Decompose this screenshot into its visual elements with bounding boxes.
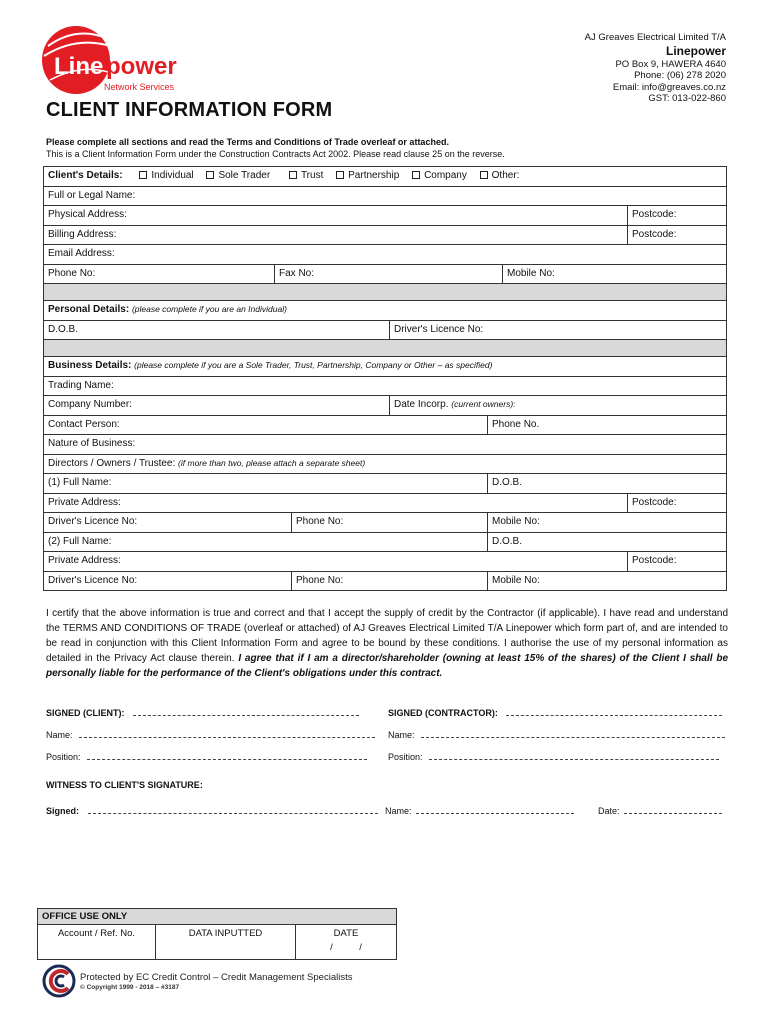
email-row	[44, 245, 727, 265]
account-ref-cell[interactable]	[38, 925, 156, 959]
company-address: PO Box 9, HAWERA 4640	[615, 58, 726, 70]
ec-credit-footer	[42, 962, 402, 1002]
date-incorp-note: (current owners):	[451, 399, 516, 409]
footer-copyright: © Copyright 1999 - 2018 – #3187	[80, 984, 180, 991]
personal-details-label: Personal Details:	[48, 304, 130, 315]
witness-label: WITNESS TO CLIENT'S SIGNATURE:	[46, 780, 203, 790]
company-email: Email: info@greaves.co.nz	[612, 81, 726, 93]
contact-phone-field[interactable]: Phone No.	[488, 416, 727, 435]
witness-date-line[interactable]	[624, 805, 722, 814]
client-position-line[interactable]	[87, 751, 367, 760]
director-1-mobile-field[interactable]: Mobile No:	[488, 513, 727, 532]
certification-body: I certify that the above information is true and correct and that I accept the supply of credit by the Contractor (if applicable). I have read and understand the TERMS AND CONDITIONS OF TRADE (overleaf or attached) of AJ Greaves Electrical Limited T/A Linepower which form part of, and are intended to be read in conjunction with this Client Information Form and agree to be bound by these conditions. I authorise the use of my personal information as detailed in the Privacy Act clause therein.	[46, 608, 728, 664]
client-name-label: Name:	[46, 730, 73, 740]
footer-protected-text: Protected by EC Credit Control – Credit Management Specialists	[80, 972, 353, 983]
individual-label: Individual	[151, 170, 194, 181]
date-cell[interactable]	[296, 925, 396, 959]
trading-name-row	[44, 377, 727, 397]
billing-address-field[interactable]: Billing Address:	[44, 226, 628, 245]
partnership-checkbox[interactable]	[336, 171, 344, 179]
linepower-logo	[40, 24, 215, 96]
director-2-name-field[interactable]: (2) Full Name:	[44, 533, 488, 552]
fax-field[interactable]: Fax No:	[275, 265, 503, 284]
director-2-phone-field[interactable]: Phone No:	[292, 572, 488, 591]
other-label: Other:	[491, 170, 520, 181]
contact-person-row	[44, 416, 727, 436]
contact-person-field[interactable]: Contact Person:	[44, 416, 488, 435]
physical-address-field[interactable]: Physical Address:	[44, 206, 628, 225]
personal-dob-row	[44, 321, 727, 341]
logo-text-power: power	[106, 53, 177, 80]
director-1-address-row	[44, 494, 727, 514]
date-slashes: / /	[330, 942, 362, 953]
director-2-mobile-field[interactable]: Mobile No:	[488, 572, 727, 591]
director-1-address-field[interactable]: Private Address:	[44, 494, 628, 513]
business-details-label: Business Details:	[48, 360, 132, 371]
physical-postcode-field[interactable]: Postcode:	[628, 206, 727, 225]
company-details	[585, 32, 726, 105]
director-1-postcode-field[interactable]: Postcode:	[628, 494, 727, 513]
shaded-spacer	[44, 284, 727, 301]
client-name-line[interactable]	[79, 729, 375, 738]
company-phone: Phone: (06) 278 2020	[634, 70, 726, 81]
witness-name-line[interactable]	[416, 805, 574, 814]
date-incorp-label: Date Incorp.	[394, 399, 449, 410]
nature-of-business-row	[44, 435, 727, 455]
contractor-name[interactable]	[388, 729, 725, 740]
billing-postcode-field[interactable]: Postcode:	[628, 226, 727, 245]
office-use-box	[37, 908, 397, 960]
data-inputted-label: DATA INPUTTED	[188, 928, 263, 939]
personal-details-note: (please complete if you are an Individual)	[131, 304, 287, 314]
trust-label: Trust	[300, 170, 324, 181]
ec-credit-logo-icon	[42, 964, 76, 998]
witness-date-label: Date:	[598, 806, 620, 816]
director-2-postcode-field[interactable]: Postcode:	[628, 552, 727, 571]
witness-name-label: Name:	[385, 806, 412, 816]
director-1-licence-row	[44, 513, 727, 533]
billing-address-row	[44, 226, 727, 246]
personal-licence-field[interactable]: Driver's Licence No:	[390, 321, 727, 340]
director-2-licence-row	[44, 572, 727, 592]
phone-field[interactable]: Phone No:	[44, 265, 275, 284]
business-details-note: (please complete if you are a Sole Trader, Trust, Partnership, Company or Other – as specified)	[134, 360, 493, 370]
mobile-field[interactable]: Mobile No:	[503, 265, 727, 284]
company-checkbox[interactable]	[412, 171, 420, 179]
director-1-dob-field[interactable]: D.O.B.	[488, 474, 727, 493]
page-title: CLIENT INFORMATION FORM	[46, 99, 333, 121]
certification-liability: I agree that if I am a director/shareholder (owning at least 15% of the shares) of the Client I shall be personally liable for the performance of the Client's obligations under this contract.	[46, 653, 729, 679]
sole-trader-label: Sole Trader	[218, 170, 271, 181]
intro-text	[46, 136, 505, 160]
signed-client[interactable]	[46, 707, 359, 718]
date-label: DATE	[333, 928, 359, 939]
client-details-label: Client's Details:	[48, 170, 123, 181]
director-1-licence-field[interactable]: Driver's Licence No:	[44, 513, 292, 532]
director-2-name-row	[44, 533, 727, 553]
director-2-address-field[interactable]: Private Address:	[44, 552, 628, 571]
personal-details-row	[44, 301, 727, 321]
signed-contractor[interactable]	[388, 707, 722, 718]
company-legal-name: AJ Greaves Electrical Limited T/A	[584, 32, 726, 43]
full-name-row[interactable]	[44, 187, 727, 207]
witness-signed-label: Signed:	[46, 806, 79, 816]
sole-trader-checkbox[interactable]	[206, 171, 214, 179]
witness-signed-line[interactable]	[88, 805, 378, 814]
trading-name-field[interactable]: Trading Name:	[44, 377, 727, 396]
intro-instruction: Please complete all sections and read the Terms and Conditions of Trade overleaf or attached.	[46, 137, 449, 147]
client-position-label: Position:	[46, 752, 81, 762]
company-gst: GST: 013-022-860	[648, 93, 726, 104]
contact-numbers-row	[44, 265, 727, 285]
company-brand: Linepower	[665, 43, 726, 58]
signed-client-label: SIGNED (CLIENT):	[46, 708, 125, 718]
physical-address-row	[44, 206, 727, 226]
nature-of-business-field[interactable]: Nature of Business:	[44, 435, 727, 454]
client-name[interactable]	[46, 729, 375, 740]
director-2-licence-field[interactable]: Driver's Licence No:	[44, 572, 292, 591]
company-number-field[interactable]: Company Number:	[44, 396, 390, 415]
director-1-name-row	[44, 474, 727, 494]
partnership-label: Partnership	[348, 170, 400, 181]
contractor-position-line[interactable]	[429, 751, 719, 760]
office-use-title: OFFICE USE ONLY	[38, 909, 396, 925]
contractor-position[interactable]	[388, 751, 719, 762]
witness-signed[interactable]	[46, 805, 378, 816]
director-2-dob-field[interactable]: D.O.B.	[488, 533, 727, 552]
company-label: Company	[424, 170, 467, 181]
witness-date[interactable]	[598, 805, 722, 816]
trust-checkbox[interactable]	[289, 171, 297, 179]
certification-text	[46, 606, 728, 681]
directors-note: (if more than two, please attach a separate sheet)	[178, 457, 366, 468]
director-1-name-field[interactable]: (1) Full Name:	[44, 474, 488, 493]
witness-name[interactable]	[385, 805, 574, 816]
business-details-row	[44, 357, 727, 377]
account-ref-label: Account / Ref. No.	[57, 928, 136, 939]
witness-heading	[46, 780, 203, 790]
signed-contractor-line[interactable]	[506, 707, 722, 716]
contractor-name-line[interactable]	[421, 729, 725, 738]
signed-contractor-label: SIGNED (CONTRACTOR):	[388, 708, 498, 718]
full-name-field[interactable]: Full or Legal Name:	[44, 187, 727, 206]
email-field[interactable]: Email Address:	[44, 245, 727, 264]
data-inputted-cell[interactable]	[156, 925, 296, 959]
other-checkbox[interactable]	[480, 171, 488, 179]
logo-text-line: Line	[54, 53, 104, 80]
company-number-row	[44, 396, 727, 416]
directors-row	[44, 455, 727, 475]
client-type-row	[44, 167, 727, 187]
directors-label: Directors / Owners / Trustee:	[48, 457, 176, 469]
client-position[interactable]	[46, 751, 367, 762]
logo-subtext: Network Services	[104, 82, 175, 92]
intro-note: This is a Client Information Form under the Construction Contracts Act 2002. Please read clause 25 on the reverse.	[46, 149, 505, 159]
date-incorp-field[interactable]	[390, 396, 727, 415]
director-2-address-row	[44, 552, 727, 572]
director-1-phone-field[interactable]: Phone No:	[292, 513, 488, 532]
individual-checkbox[interactable]	[139, 171, 147, 179]
personal-dob-field[interactable]: D.O.B.	[44, 321, 390, 340]
contractor-name-label: Name:	[388, 730, 415, 740]
shaded-spacer	[44, 340, 727, 357]
client-details-table	[43, 166, 727, 591]
contractor-position-label: Position:	[388, 752, 423, 762]
signed-client-line[interactable]	[133, 707, 359, 716]
